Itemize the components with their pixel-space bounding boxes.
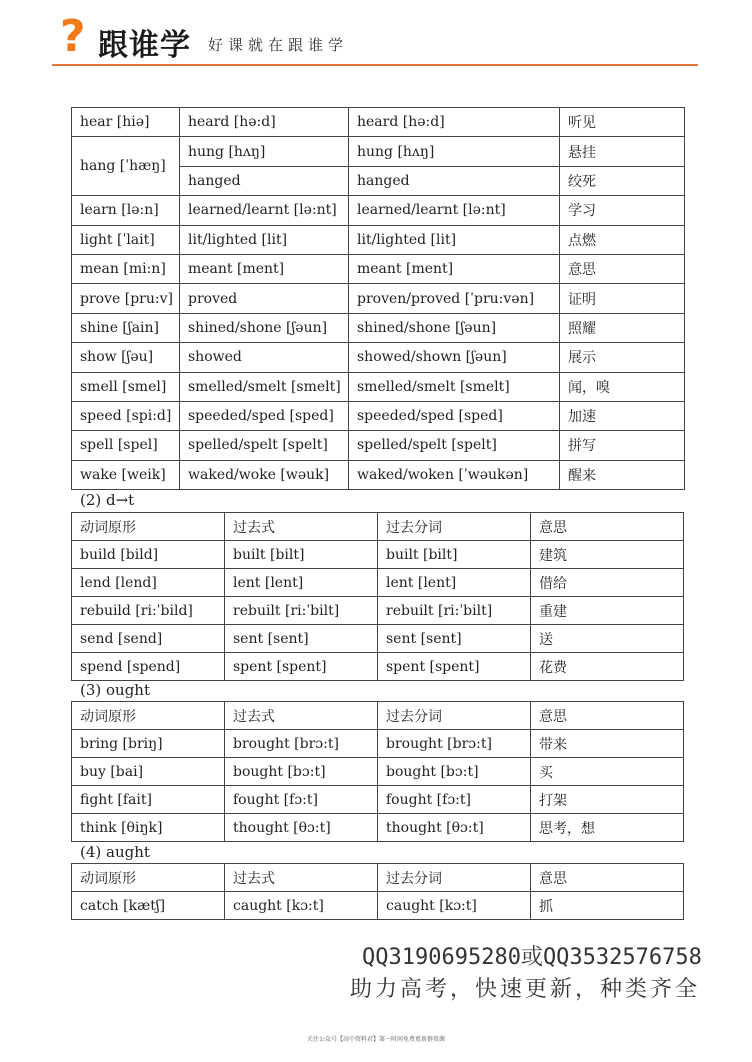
table-cell: smell [smel]	[72, 372, 180, 401]
table-cell: 展示	[560, 343, 685, 372]
table-row	[72, 431, 685, 460]
page-footer: 关注公众号【高中资料君】第一时间免费更新群资源	[306, 1036, 445, 1043]
table-cell: bought [bɔ:t]	[225, 758, 378, 786]
table-cell: proven/proved [ˈpru:vən]	[349, 284, 560, 313]
table-cell: show [ʃəu]	[72, 343, 180, 372]
table-row	[72, 460, 685, 489]
table-header-row	[72, 702, 684, 730]
table-row	[72, 284, 685, 313]
table-cell: spent [spent]	[225, 653, 378, 681]
table-cell: meant [ment]	[180, 254, 349, 283]
table-row	[72, 814, 684, 842]
table-row	[72, 653, 684, 681]
table-cell: build [bild]	[72, 541, 225, 569]
column-header: 过去式	[225, 702, 378, 730]
table-row	[72, 108, 685, 137]
table-cell: hung [hʌŋ]	[180, 137, 349, 166]
table-cell: thought [θɔ:t]	[378, 814, 531, 842]
section-heading-aught: (4) aught	[80, 843, 150, 861]
column-header: 动词原形	[72, 702, 225, 730]
header-divider	[52, 64, 698, 66]
section-heading-d-t: (2) d→t	[80, 491, 135, 509]
table-cell: caught [kɔ:t]	[225, 892, 378, 920]
table-cell: 学习	[560, 196, 685, 225]
table-cell: shined/shone [ʃəun]	[180, 313, 349, 342]
table-cell: prove [pru:v]	[72, 284, 180, 313]
table-cell: 借给	[531, 569, 684, 597]
table-cell: heard [hə:d]	[180, 108, 349, 137]
table-row	[72, 541, 684, 569]
table-cell: mean [mi:n]	[72, 254, 180, 283]
table-cell: 闻，嗅	[560, 372, 685, 401]
table-cell: 拼写	[560, 431, 685, 460]
table-cell: waked/woke [wəuk]	[180, 460, 349, 489]
table-header-row	[72, 513, 684, 541]
table-row	[72, 254, 685, 283]
table-cell: lent [lent]	[225, 569, 378, 597]
table-cell: wake [weik]	[72, 460, 180, 489]
table-cell: waked/woken [ˈwəukən]	[349, 460, 560, 489]
table-row	[72, 137, 685, 166]
table-cell: hung [hʌŋ]	[349, 137, 560, 166]
table-cell: hanged	[180, 166, 349, 195]
table-cell: bought [bɔ:t]	[378, 758, 531, 786]
page-header	[0, 0, 752, 70]
table-cell: spell [spel]	[72, 431, 180, 460]
column-header: 动词原形	[72, 864, 225, 892]
logo-question-icon: ?	[60, 11, 86, 62]
table-cell: 重建	[531, 597, 684, 625]
table-cell: catch [kætʃ]	[72, 892, 225, 920]
table-cell: rebuild [ri:ˈbild]	[72, 597, 225, 625]
table-cell: proved	[180, 284, 349, 313]
table-cell: learn [lə:n]	[72, 196, 180, 225]
table-cell: hang [ˈhæŋ]	[72, 137, 180, 196]
table-cell: lit/lighted [lit]	[349, 225, 560, 254]
table-cell: rebuilt [ri:ˈbilt]	[225, 597, 378, 625]
table-cell: spend [spend]	[72, 653, 225, 681]
table-cell: 买	[531, 758, 684, 786]
table-cell: sent [sent]	[225, 625, 378, 653]
table-cell: meant [ment]	[349, 254, 560, 283]
table-cell: 醒来	[560, 460, 685, 489]
table-cell: spelled/spelt [spelt]	[349, 431, 560, 460]
table-cell: 听见	[560, 108, 685, 137]
table-cell: brought [brɔ:t]	[378, 730, 531, 758]
table-cell: 证明	[560, 284, 685, 313]
table-cell: 抓	[531, 892, 684, 920]
table-cell: caught [kɔ:t]	[378, 892, 531, 920]
table-cell: thought [θɔ:t]	[225, 814, 378, 842]
table-cell: shine [ʃain]	[72, 313, 180, 342]
table-cell: learned/learnt [lə:nt]	[180, 196, 349, 225]
table-cell: light [ˈlait]	[72, 225, 180, 254]
table-cell: send [send]	[72, 625, 225, 653]
table-row	[72, 758, 684, 786]
table-cell: smelled/smelt [smelt]	[349, 372, 560, 401]
column-header: 过去分词	[378, 513, 531, 541]
table-cell: spelled/spelt [spelt]	[180, 431, 349, 460]
table-cell: built [bilt]	[378, 541, 531, 569]
column-header: 意思	[531, 513, 684, 541]
column-header: 意思	[531, 864, 684, 892]
table-row	[72, 401, 685, 430]
table-cell: spent [spent]	[378, 653, 531, 681]
table-cell: 加速	[560, 401, 685, 430]
logo-text: 跟谁学	[98, 28, 191, 63]
verb-table-2	[71, 512, 684, 681]
table-cell: lent [lent]	[378, 569, 531, 597]
table-cell: 意思	[560, 254, 685, 283]
table-cell: 送	[531, 625, 684, 653]
section-heading-ought: (3) ought	[80, 681, 150, 699]
table-cell: learned/learnt [lə:nt]	[349, 196, 560, 225]
table-cell: buy [bai]	[72, 758, 225, 786]
table-cell: 绞死	[560, 166, 685, 195]
table-row	[72, 625, 684, 653]
verb-table-1	[71, 107, 685, 490]
table-row	[72, 313, 685, 342]
table-cell: fight [fait]	[72, 786, 225, 814]
column-header: 过去分词	[378, 702, 531, 730]
table-cell: 悬挂	[560, 137, 685, 166]
table-cell: lend [lend]	[72, 569, 225, 597]
header-slogan: 好课就在跟谁学	[208, 36, 349, 54]
column-header: 动词原形	[72, 513, 225, 541]
table-cell: 思考，想	[531, 814, 684, 842]
table-cell: 点燃	[560, 225, 685, 254]
table-cell: bring [briŋ]	[72, 730, 225, 758]
table-cell: rebuilt [ri:ˈbilt]	[378, 597, 531, 625]
table-cell: fought [fɔ:t]	[225, 786, 378, 814]
table-row	[72, 225, 685, 254]
table-cell: 带来	[531, 730, 684, 758]
verb-table-4	[71, 863, 684, 920]
watermark-qq-contact: QQ3190695280或QQ3532576758	[362, 945, 702, 970]
column-header: 过去分词	[378, 864, 531, 892]
table-cell: showed	[180, 343, 349, 372]
table-row	[72, 372, 685, 401]
table-row	[72, 786, 684, 814]
table-cell: hanged	[349, 166, 560, 195]
table-cell: 建筑	[531, 541, 684, 569]
table-row	[72, 196, 685, 225]
table-row	[72, 597, 684, 625]
column-header: 过去式	[225, 864, 378, 892]
table-cell: heard [hə:d]	[349, 108, 560, 137]
table-row	[72, 569, 684, 597]
table-row	[72, 343, 685, 372]
table-cell: smelled/smelt [smelt]	[180, 372, 349, 401]
table-header-row	[72, 864, 684, 892]
column-header: 过去式	[225, 513, 378, 541]
column-header: 意思	[531, 702, 684, 730]
table-row	[72, 892, 684, 920]
table-cell: fought [fɔ:t]	[378, 786, 531, 814]
table-cell: sent [sent]	[378, 625, 531, 653]
table-cell: built [bilt]	[225, 541, 378, 569]
table-cell: lit/lighted [lit]	[180, 225, 349, 254]
table-cell: speeded/sped [sped]	[349, 401, 560, 430]
watermark-tagline: 助力高考，快速更新，种类齐全	[350, 977, 701, 1002]
table-cell: speeded/sped [sped]	[180, 401, 349, 430]
verb-table-3	[71, 701, 684, 842]
table-cell: hear [hiə]	[72, 108, 180, 137]
table-cell: showed/shown [ʃəun]	[349, 343, 560, 372]
table-cell: 照耀	[560, 313, 685, 342]
table-cell: 打架	[531, 786, 684, 814]
table-cell: speed [spi:d]	[72, 401, 180, 430]
table-cell: 花费	[531, 653, 684, 681]
table-cell: think [θiŋk]	[72, 814, 225, 842]
table-cell: brought [brɔ:t]	[225, 730, 378, 758]
table-cell: shined/shone [ʃəun]	[349, 313, 560, 342]
table-row	[72, 730, 684, 758]
